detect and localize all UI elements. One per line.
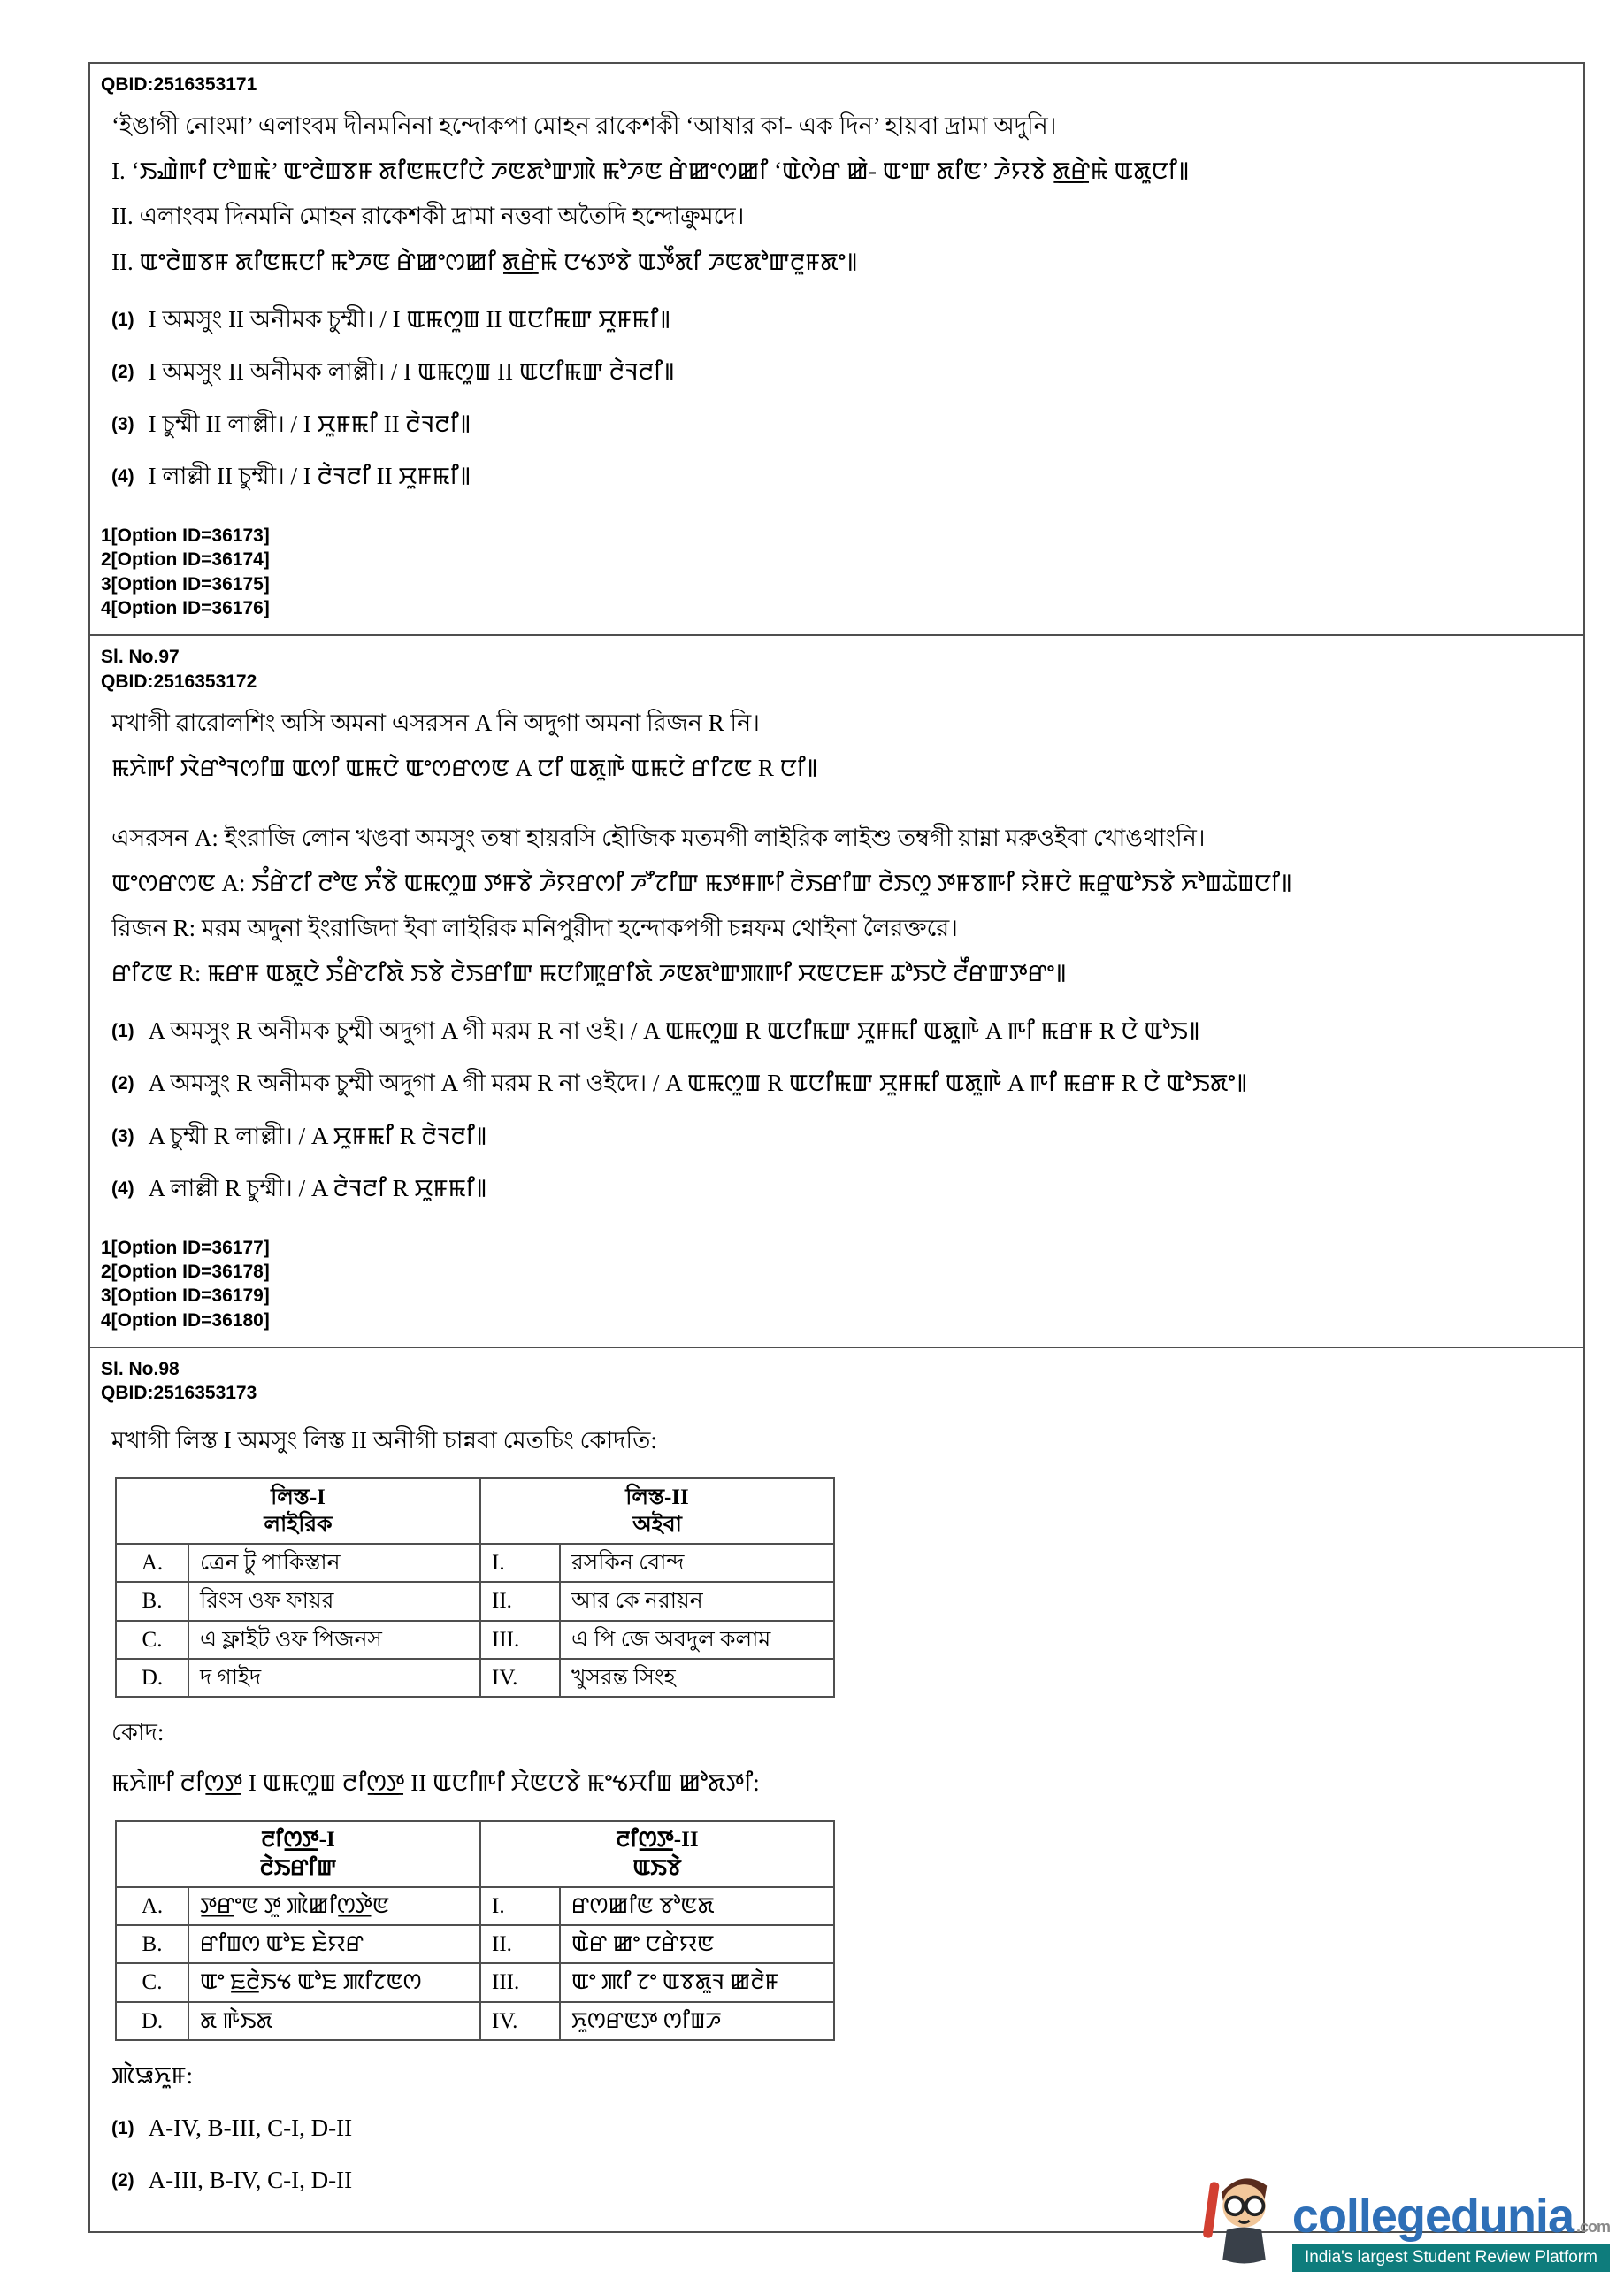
question-line: মখাগী লিস্ত I অমসুং লিস্ত II অনীগী চান্নবা মেতচিং কোদতি: — [111, 1426, 657, 1454]
brand-tagline: India's largest Student Review Platform — [1292, 2244, 1610, 2272]
option-number: (3) — [111, 413, 134, 434]
question-text — [101, 111, 1566, 277]
options-list — [101, 1016, 1566, 1203]
option-row — [101, 1173, 1566, 1204]
matching-table-bengali — [115, 1477, 835, 1699]
list2-subtitle: ꯑꯏꯕꯥ — [632, 1855, 682, 1880]
table-cell: D. — [116, 2002, 188, 2040]
code-label: কোদ: — [111, 1719, 165, 1746]
question-line: I. ‘ꯏꯉꯥꯒꯤ ꯅꯣꯡꯃꯥ’ ꯑꯦꯂꯥꯡꯕꯝ ꯗꯤꯟꯃꯅꯤꯅꯥ ꯍꯟꯗꯣꯛꯄꯥ ꯃꯣꯍꯟ ꯔꯥꯀꯦꯁꯀꯤ ‘ꯑꯥꯁꯥꯔ ꯀꯥ- ꯑꯦꯛ ꯗꯤꯟ’ ꯍꯥꯌꯕꯥ ꯗ꯭ꯔꯥꯃꯥ ꯑꯗꯨꯅꯤ꯫ — [111, 157, 1190, 185]
question-block-98 — [90, 1347, 1583, 2231]
option-row — [101, 1121, 1566, 1152]
reason-line: রিজন R: মরম অদুনা ইংরাজিদা ইবা লাইরিক মনিপুরীদা হন্দোকপগী চন্নফম থোইনা লৈরক্তরে। — [111, 915, 958, 942]
option-row — [101, 461, 1566, 492]
table-row — [116, 1544, 834, 1582]
qbid-label: QBID:2516353171 — [101, 74, 257, 95]
table-cell: III. — [480, 1621, 560, 1659]
option-id-line: 4[Option ID=36180] — [101, 1309, 270, 1331]
option-number: (1) — [111, 309, 134, 330]
table-cell: IV. — [480, 1659, 560, 1697]
option-text: A চুম্মী R লাল্লী। / A ꯆꯨꯝꯃꯤ R ꯂꯥꯜꯂꯤ꯫ — [148, 1122, 487, 1149]
sl-no-label: Sl. No.97 — [101, 647, 180, 668]
option-text: A অমসুং R অনীমক চুম্মী অদুগা A গী মরম R না ওইদে। / A ꯑꯃꯁꯨꯡ R ꯑꯅꯤꯃꯛ ꯆꯨꯝꯃꯤ ꯑꯗꯨꯒꯥ A ꯒꯤ ꯃꯔꯝ R ꯅꯥ ꯑꯣꯏꯗꯦ꯫ — [148, 1070, 1248, 1097]
sl-no-label: Sl. No.98 — [101, 1358, 180, 1379]
table-cell: রসকিন বোন্দ — [560, 1544, 834, 1582]
table-cell: III. — [480, 1963, 560, 2001]
option-text: A-IV, B-III, C-I, D-II — [148, 2114, 353, 2141]
option-id-line: 2[Option ID=36174] — [101, 549, 270, 571]
list1-title: লিস্ত-I — [271, 1485, 326, 1509]
question-block-97 — [90, 634, 1583, 1347]
option-row — [101, 304, 1566, 335]
qbid-label: QBID:2516353173 — [101, 1383, 257, 1404]
option-id-line: 1[Option ID=36177] — [101, 1237, 270, 1258]
table-cell: ꯑꯦ ꯐ꯭ꯂꯥꯏꯠ ꯑꯣꯐ ꯄꯤꯖꯟꯁ — [188, 1963, 480, 2001]
assertion-line: ꯑꯦꯁꯔꯁꯟ A: ꯏꯪꯔꯥꯖꯤ ꯂꯣꯟ ꯈꯪꯕꯥ ꯑꯃꯁꯨꯡ ꯇꯝꯕꯥ ꯍꯥꯌꯔꯁꯤ ꯍꯧꯖꯤꯛ ꯃꯇꯝꯒꯤ ꯂꯥꯏꯔꯤꯛ ꯂꯥꯏꯁꯨ ꯇꯝꯕꯒꯤ ꯌꯥꯝꯅꯥ ꯃꯔꯨꯑꯣꯏꯕꯥ ꯈꯣꯡꯊꯥꯡꯅꯤ꯫ — [111, 870, 1292, 897]
table-cell: C. — [116, 1621, 188, 1659]
table-header-row — [116, 1478, 834, 1545]
collegedunia-logo — [1202, 2168, 1610, 2272]
list1-subtitle: লাইরিক — [264, 1512, 333, 1537]
option-text: A লাল্লী R চুম্মী। / A ꯂꯥꯜꯂꯤ R ꯆꯨꯝꯃꯤ꯫ — [148, 1174, 487, 1201]
option-id-line: 4[Option ID=36176] — [101, 597, 270, 618]
table-row — [116, 2002, 834, 2040]
question-text — [101, 708, 1566, 990]
option-number: (2) — [111, 361, 134, 382]
table-cell: দ গাইদ — [188, 1659, 480, 1697]
option-row — [101, 2113, 1566, 2144]
option-number: (2) — [111, 2170, 134, 2191]
brand-text — [1291, 2190, 1610, 2243]
option-id-line: 2[Option ID=36178] — [101, 1262, 270, 1283]
options-list — [101, 304, 1566, 492]
table-cell: B. — [116, 1925, 188, 1963]
table-cell: ꯇ꯭ꯔꯦꯟ ꯇꯨ ꯄꯥꯀꯤꯁ꯭ꯇꯥꯟ — [188, 1887, 480, 1925]
option-row — [101, 357, 1566, 388]
table-cell: রিংস ওফ ফায়র — [188, 1582, 480, 1620]
table-cell: ꯈꯨꯁꯔꯟꯇ ꯁꯤꯡꯍ — [560, 2002, 834, 2040]
table-cell: C. — [116, 1963, 188, 2001]
table-row — [116, 1582, 834, 1620]
option-text: A অমসুং R অনীমক চুম্মী অদুগা A গী মরম R না ওই। / A ꯑꯃꯁꯨꯡ R ꯑꯅꯤꯃꯛ ꯆꯨꯝꯃꯤ ꯑꯗꯨꯒꯥ A ꯒꯤ ꯃꯔꯝ R ꯅꯥ ꯑꯣꯏ꯫ — [148, 1017, 1200, 1045]
option-row — [101, 1016, 1566, 1047]
table-cell: ꯑꯥꯔ ꯀꯦ ꯅꯔꯥꯌꯟ — [560, 1925, 834, 1963]
table-row — [116, 1621, 834, 1659]
table-row — [116, 1887, 834, 1925]
question-line: ꯃꯈꯥꯒꯤ ꯋꯥꯔꯣꯜꯁꯤꯡ ꯑꯁꯤ ꯑꯃꯅꯥ ꯑꯦꯁꯔꯁꯟ A ꯅꯤ ꯑꯗꯨꯒꯥ ꯑꯃꯅꯥ ꯔꯤꯖꯟ R ꯅꯤ꯫ — [111, 754, 818, 781]
option-id-block — [101, 1236, 1566, 1332]
option-number: (1) — [111, 1021, 134, 1042]
list2-title: লিস্ত-II — [625, 1485, 689, 1509]
assertion-line: এসরসন A: ইংরাজি লোন খঙবা অমসুং তম্বা হায়রসি হৌজিক মতমগী লাইরিক লাইশু তম্বগী য়াম্না মরুওইবা খোঙথাংনি। — [111, 825, 1206, 852]
question-line-meetei: ꯃꯈꯥꯒꯤ ꯂꯤꯁ꯭ꯇ I ꯑꯃꯁꯨꯡ ꯂꯤꯁ꯭ꯇ II ꯑꯅꯤꯒꯤ ꯆꯥꯟꯅꯕꯥ ꯃꯦꯠꯆꯤꯡ ꯀꯣꯗꯇꯤ: — [111, 1769, 760, 1797]
option-row — [101, 1068, 1566, 1099]
brand-block — [1292, 2192, 1610, 2272]
option-text: A-III, B-IV, C-I, D-II — [148, 2167, 353, 2194]
option-text: I অমসুং II অনীমক লাল্লী। / I ꯑꯃꯁꯨꯡ II ꯑꯅꯤꯃꯛ ꯂꯥꯜꯂꯤ꯫ — [148, 357, 675, 385]
matching-table-meetei — [115, 1820, 835, 2041]
option-id-line: 1[Option ID=36173] — [101, 526, 270, 547]
table-cell: A. — [116, 1887, 188, 1925]
option-text: I চুম্মী II লাল্লী। / I ꯆꯨꯝꯃꯤ II ꯂꯥꯜꯂꯤ꯫ — [148, 410, 471, 437]
option-text: I লাল্লী II চুম্মী। / I ꯂꯥꯜꯂꯤ II ꯆꯨꯝꯃꯤ꯫ — [148, 462, 471, 489]
table-cell: ꯗ ꯒꯥꯏꯗ — [188, 2002, 480, 2040]
option-number: (4) — [111, 465, 134, 487]
table-row — [116, 1925, 834, 1963]
answer-label: ꯄꯥꯎꯈꯨꯝ: — [111, 2061, 193, 2089]
list2-subtitle: অইবা — [632, 1512, 682, 1537]
brand-tld: .com — [1575, 2218, 1610, 2236]
table-row — [116, 1963, 834, 2001]
table-cell: IV. — [480, 2002, 560, 2040]
question-line: ‘ইঙাগী নোংমা’ এলাংবম দীনমনিনা হন্দোকপা মোহন রাকেশকী ‘আষার কা- এক দিন’ হায়বা দ্রামা অদুনি। — [111, 112, 1057, 140]
table-cell: ꯔꯁꯀꯤꯟ ꯕꯣꯟꯗ — [560, 1887, 834, 1925]
question-line: II. ꯑꯦꯂꯥꯡꯕꯝ ꯗꯤꯟꯃꯅꯤ ꯃꯣꯍꯟ ꯔꯥꯀꯦꯁꯀꯤ ꯗ꯭ꯔꯥꯃꯥ ꯅꯠꯇꯕꯥ ꯑꯇꯩꯗꯤ ꯍꯟꯗꯣꯛꯂꯨꯝꯗꯦ꯫ — [111, 248, 858, 275]
option-number: (2) — [111, 1073, 134, 1094]
question-line: মখাগী ৱারোলশিং অসি অমনা এসরসন A নি অদুগা অমনা রিজন R নি। — [111, 709, 760, 736]
table-cell: D. — [116, 1659, 188, 1697]
table-header-row — [116, 1821, 834, 1887]
list1-subtitle: ꯂꯥꯏꯔꯤꯛ — [259, 1855, 337, 1880]
table-header-cell — [116, 1478, 480, 1545]
table-cell: II. — [480, 1582, 560, 1620]
list2-title: ꯂꯤꯁ꯭ꯇ-II — [616, 1828, 699, 1853]
option-id-block — [101, 524, 1566, 620]
table-cell: A. — [116, 1544, 188, 1582]
option-row — [101, 409, 1566, 440]
reason-line: ꯔꯤꯖꯟ R: ꯃꯔꯝ ꯑꯗꯨꯅꯥ ꯏꯪꯔꯥꯖꯤꯗꯥ ꯏꯕꯥ ꯂꯥꯏꯔꯤꯛ ꯃꯅꯤꯄꯨꯔꯤꯗꯥ ꯍꯟꯗꯣꯛꯄꯒꯤ ꯆꯟꯅꯐꯝ ꯊꯣꯏꯅꯥ ꯂꯩꯔꯛꯇꯔꯦ꯫ — [111, 960, 1067, 987]
table-cell: আর কে নরায়ন — [560, 1582, 834, 1620]
option-text: I অমসুং II অনীমক চুম্মী। / I ꯑꯃꯁꯨꯡ II ꯑꯅꯤꯃꯛ ꯆꯨꯝꯃꯤ꯫ — [148, 305, 671, 333]
question-line: II. এলাংবম দিনমনি মোহন রাকেশকী দ্রামা নত্তবা অতৈদি হন্দোক্রুমদে। — [111, 203, 745, 230]
table-cell: খুসরন্ত সিংহ — [560, 1659, 834, 1697]
question-block-96 — [90, 64, 1583, 634]
table-cell: ꯑꯦ ꯄꯤ ꯖꯦ ꯑꯕꯗꯨꯜ ꯀꯂꯥꯝ — [560, 1963, 834, 2001]
table-cell: I. — [480, 1544, 560, 1582]
option-number: (4) — [111, 1178, 134, 1199]
table-cell: I. — [480, 1887, 560, 1925]
option-number: (3) — [111, 1125, 134, 1147]
question-paper-frame — [88, 62, 1585, 2233]
table-row — [116, 1659, 834, 1697]
table-header-cell — [480, 1478, 834, 1545]
table-cell: ত্রেন টু পাকিস্তান — [188, 1544, 480, 1582]
table-cell: II. — [480, 1925, 560, 1963]
collegedunia-mascot-icon — [1202, 2168, 1283, 2272]
table-cell: ꯔꯤꯡꯁ ꯑꯣꯐ ꯐꯥꯌꯔ — [188, 1925, 480, 1963]
table-header-cell — [480, 1821, 834, 1887]
table-cell: B. — [116, 1582, 188, 1620]
option-number: (1) — [111, 2117, 134, 2138]
table-cell: এ পি জে অবদুল কলাম — [560, 1621, 834, 1659]
list1-title: ꯂꯤꯁ꯭ꯇ-I — [261, 1828, 335, 1853]
option-id-line: 3[Option ID=36179] — [101, 1285, 270, 1307]
table-cell: এ ফ্লাইট ওফ পিজনস — [188, 1621, 480, 1659]
option-id-line: 3[Option ID=36175] — [101, 573, 270, 595]
table-header-cell — [116, 1821, 480, 1887]
brand-name: collegedunia — [1291, 2190, 1574, 2243]
qbid-label: QBID:2516353172 — [101, 671, 257, 692]
